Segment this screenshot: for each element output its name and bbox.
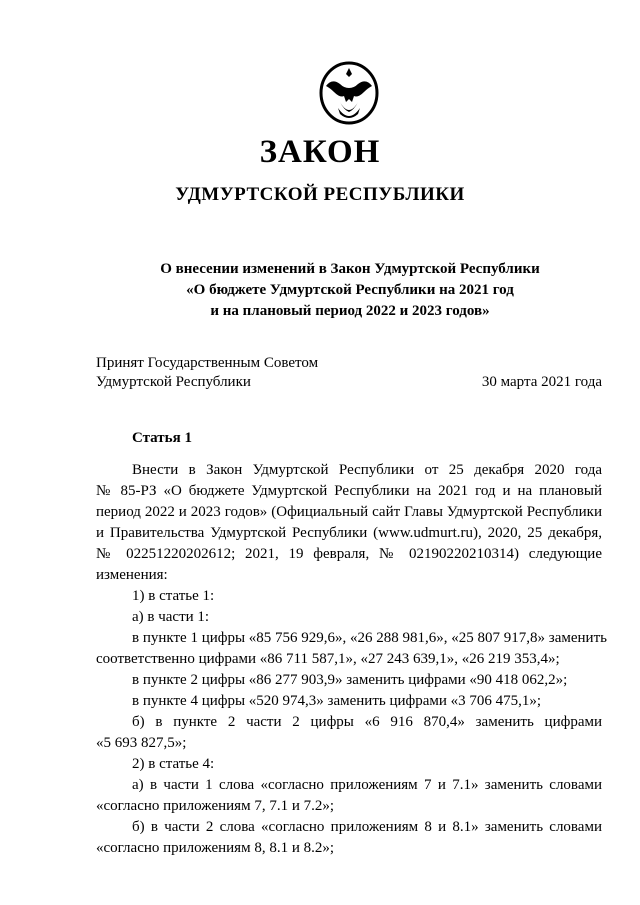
text-line: период 2022 и 2023 годов» (Официальный сайт Главы Удмуртской Республики xyxy=(96,504,602,520)
heading-line: «О бюджете Удмуртской Республики на 2021 год xyxy=(186,282,514,298)
text-line: а) в части 1: xyxy=(132,609,210,625)
adoption-block xyxy=(96,354,602,392)
adoption-body-cont: Удмуртской Республики xyxy=(96,374,251,390)
text-line: в пункте 4 цифры «520 974,3» заменить цифрами «3 706 475,1»; xyxy=(132,693,542,709)
text-line: № 02251220202612; 2021, 19 февраля, № 02190220210314) следующие xyxy=(96,546,602,562)
text-line: в пункте 1 цифры «85 756 929,6», «26 288 981,6», «25 807 917,8» заменить xyxy=(132,630,607,646)
text-line: б) в пункте 2 части 2 цифры «6 916 870,4» заменить цифрами xyxy=(132,714,602,730)
article-body xyxy=(96,460,607,859)
adoption-body: Принят Государственным Советом xyxy=(96,355,319,371)
text-line: и Правительства Удмуртской Республики (www.udmurt.ru), 2020, 25 декабря, xyxy=(96,525,602,541)
document-title: ЗАКОН xyxy=(259,134,381,170)
law-heading xyxy=(0,259,640,322)
text-line: б) в части 2 слова «согласно приложениям 8 и 8.1» заменить словами xyxy=(132,819,602,835)
text-line: «согласно приложениям 8, 8.1 и 8.2»; xyxy=(96,840,335,856)
text-line: «5 693 827,5»; xyxy=(96,735,187,751)
heading-line: О внесении изменений в Закон Удмуртской Республики xyxy=(160,261,540,277)
text-line: изменения: xyxy=(96,567,168,583)
article-title: Статья 1 xyxy=(132,430,192,446)
document-subtitle: УДМУРТСКОЙ РЕСПУБЛИКИ xyxy=(175,184,465,205)
coat-of-arms-emblem xyxy=(318,58,380,126)
text-line: Внести в Закон Удмуртской Республики от 25 декабря 2020 года xyxy=(132,462,602,478)
text-line: 1) в статье 1: xyxy=(132,588,215,604)
text-line: 2) в статье 4: xyxy=(132,756,215,772)
text-line: а) в части 1 слова «согласно приложениям 7 и 7.1» заменить словами xyxy=(132,777,602,793)
text-line: № 85-РЗ «О бюджете Удмуртской Республики на 2021 год и на плановый xyxy=(96,483,602,499)
adoption-date: 30 марта 2021 года xyxy=(481,374,602,390)
text-line: «согласно приложениям 7, 7.1 и 7.2»; xyxy=(96,798,335,814)
text-line: соответственно цифрами «86 711 587,1», «27 243 639,1», «26 219 353,4»; xyxy=(96,651,560,667)
heading-line: и на плановый период 2022 и 2023 годов» xyxy=(210,303,490,319)
text-line: в пункте 2 цифры «86 277 903,9» заменить цифрами «90 418 062,2»; xyxy=(132,672,568,688)
